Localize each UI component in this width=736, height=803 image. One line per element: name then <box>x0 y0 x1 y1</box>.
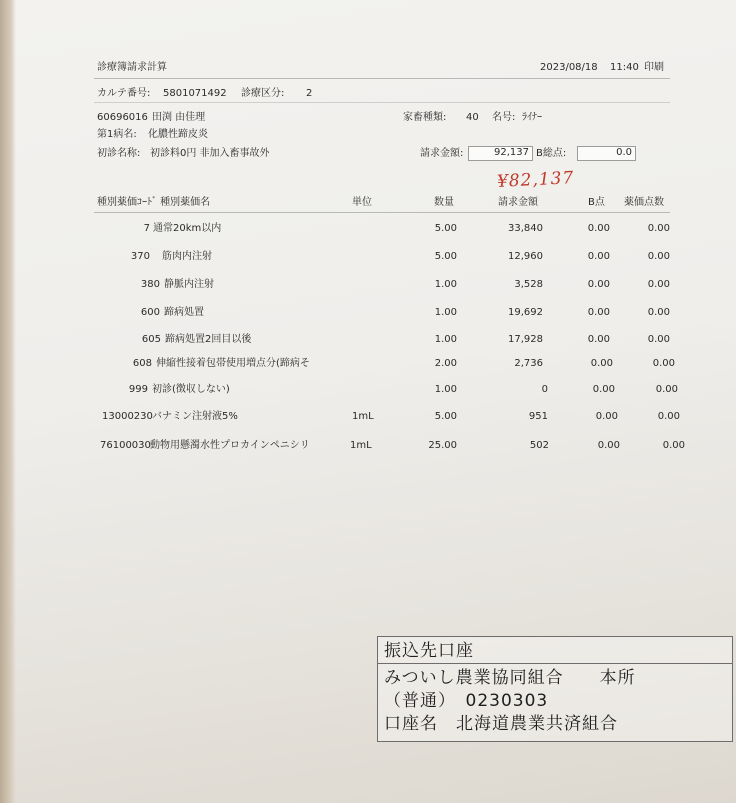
row-name: 初診(徴収しない) <box>152 384 230 395</box>
row-b: 0.00 <box>597 440 620 451</box>
row-amount: 0 <box>541 384 548 395</box>
row-name: バナミン注射液5% <box>152 411 238 422</box>
row-amount: 2,736 <box>514 358 543 369</box>
livestock-value: 40 <box>466 112 479 123</box>
class-label: 診療区分: <box>241 88 285 99</box>
row-code: 76100030 <box>100 440 151 451</box>
row-amount: 17,928 <box>508 334 543 345</box>
row-name: 動物用懸濁水性プロカインペニシリ <box>150 440 310 451</box>
row-qty: 5.00 <box>434 251 457 262</box>
row-b: 0.00 <box>587 307 610 318</box>
first-visit-value: 初診料0円 非加入畜事故外 <box>150 148 270 159</box>
b-total-label: B総点: <box>536 148 567 159</box>
karte-number: 5801071492 <box>163 88 227 99</box>
row-name: 伸縮性接着包帯使用増点分(蹄病そ <box>156 358 310 369</box>
document-title: 診療簿請求計算 <box>97 62 167 73</box>
table-header-divider <box>94 212 670 213</box>
handwritten-amount: ¥82,137 <box>496 167 575 193</box>
bank-transfer-stamp <box>377 636 733 742</box>
col-b-points: B点 <box>588 197 605 208</box>
transfer-title: 振込先口座 <box>384 641 474 661</box>
livestock-label: 家畜種類: <box>403 112 447 123</box>
account-holder: 口座名 北海道農業共済組合 <box>384 714 618 734</box>
disease-label: 第1病名: <box>97 129 137 140</box>
row-qty: 2.00 <box>434 358 457 369</box>
row-name: 静脈内注射 <box>164 279 214 290</box>
class-value: 2 <box>306 88 313 99</box>
row-name: 筋肉内注射 <box>162 251 212 262</box>
karte-label: カルテ番号: <box>97 88 151 99</box>
print-date: 2023/08/18 <box>540 62 598 73</box>
row-drug: 0.00 <box>657 411 680 422</box>
row-qty: 25.00 <box>428 440 457 451</box>
row-qty: 1.00 <box>434 307 457 318</box>
row-name: 通常20km以内 <box>153 223 222 234</box>
row-amount: 3,528 <box>514 279 543 290</box>
col-drug-points: 薬価点数 <box>624 197 664 208</box>
col-code-name: 種別薬価ｺｰﾄﾞ 種別薬価名 <box>97 197 211 208</box>
row-amount: 502 <box>529 440 549 451</box>
row-qty: 1.00 <box>434 334 457 345</box>
amount-box: 92,137 <box>468 146 533 161</box>
row-b: 0.00 <box>590 358 613 369</box>
row-qty: 5.00 <box>434 411 457 422</box>
row-amount: 33,840 <box>508 223 543 234</box>
row-amount: 12,960 <box>508 251 543 262</box>
row-drug: 0.00 <box>647 223 670 234</box>
row-drug: 0.00 <box>647 334 670 345</box>
row-drug: 0.00 <box>647 279 670 290</box>
bank-name: みついし農業協同組合 本所 <box>384 668 636 688</box>
row-code: 370 <box>130 251 150 262</box>
animal-label: 名号: <box>492 112 516 123</box>
row-unit: 1mL <box>350 440 372 451</box>
row-drug: 0.00 <box>647 307 670 318</box>
disease-name: 化膿性蹄皮炎 <box>148 129 208 140</box>
karte-divider <box>94 102 670 103</box>
row-b: 0.00 <box>587 334 610 345</box>
row-drug: 0.00 <box>647 251 670 262</box>
amount-label: 請求金額: <box>420 148 464 159</box>
print-time: 11:40 <box>610 62 639 73</box>
row-code: 7 <box>143 223 150 234</box>
row-qty: 5.00 <box>434 223 457 234</box>
row-unit: 1mL <box>352 411 374 422</box>
row-b: 0.00 <box>592 384 615 395</box>
header-divider <box>94 78 670 79</box>
row-name: 蹄病処置2回目以後 <box>165 334 252 345</box>
row-code: 999 <box>128 384 148 395</box>
col-qty: 数量 <box>434 197 454 208</box>
row-amount: 951 <box>528 411 548 422</box>
row-b: 0.00 <box>595 411 618 422</box>
account-number: （普通） 0230303 <box>384 691 549 711</box>
first-visit-label: 初診名称: <box>97 148 141 159</box>
row-qty: 1.00 <box>434 279 457 290</box>
row-name: 蹄病処置 <box>164 307 204 318</box>
row-b: 0.00 <box>587 223 610 234</box>
patient-name: 田渕 由佳理 <box>152 112 206 123</box>
b-total-box: 0.0 <box>577 146 636 161</box>
animal-name: ﾗｲﾅｰ <box>522 112 542 123</box>
paper-edge <box>0 0 16 803</box>
row-b: 0.00 <box>587 251 610 262</box>
row-amount: 19,692 <box>508 307 543 318</box>
row-code: 13000230 <box>102 411 153 422</box>
row-qty: 1.00 <box>434 384 457 395</box>
print-label: 印刷 <box>644 62 664 73</box>
row-drug: 0.00 <box>655 384 678 395</box>
row-code: 608 <box>132 358 152 369</box>
row-code: 380 <box>140 279 160 290</box>
stamp-divider <box>378 663 732 664</box>
patient-id: 60696016 <box>97 112 148 123</box>
row-drug: 0.00 <box>662 440 685 451</box>
col-amount: 請求金額 <box>498 197 538 208</box>
row-b: 0.00 <box>587 279 610 290</box>
col-unit: 単位 <box>352 197 372 208</box>
row-code: 600 <box>140 307 160 318</box>
row-drug: 0.00 <box>652 358 675 369</box>
row-code: 605 <box>141 334 161 345</box>
